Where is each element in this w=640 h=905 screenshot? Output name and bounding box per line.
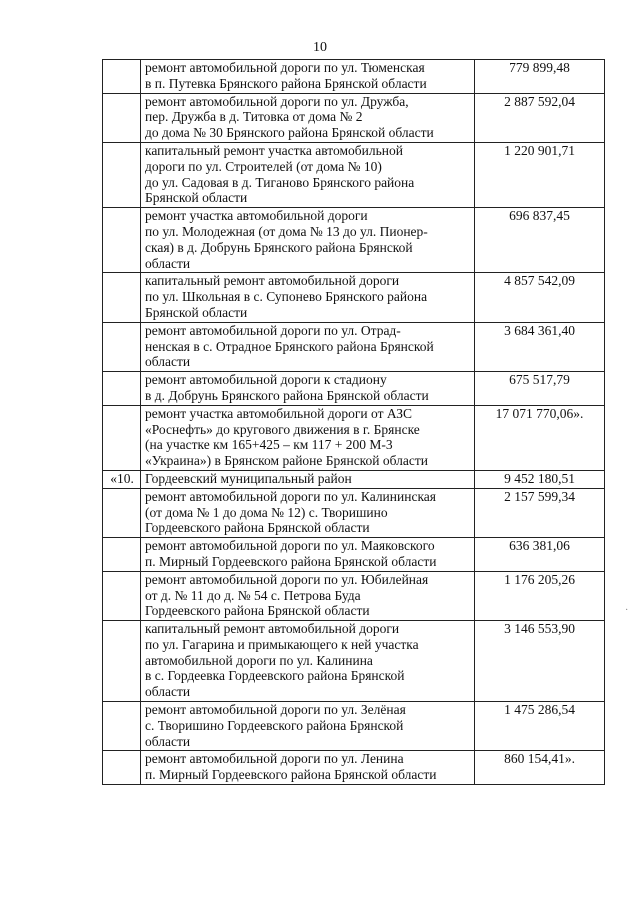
description-line: ремонт автомобильной дороги по ул. Ленина <box>145 751 404 767</box>
row-description <box>141 322 475 371</box>
row-description <box>141 60 475 94</box>
row-number <box>103 208 141 273</box>
description-line: Гордеевского района Брянской области <box>145 603 370 619</box>
row-number <box>103 142 141 207</box>
row-description <box>141 702 475 751</box>
row-amount: 1 176 205,26 <box>475 571 605 620</box>
table-row <box>103 372 605 406</box>
row-number <box>103 372 141 406</box>
row-number <box>103 488 141 537</box>
row-amount: 636 381,06 <box>475 538 605 572</box>
row-number <box>103 93 141 142</box>
description-line: по ул. Школьная в с. Супонево Брянского района <box>145 289 428 305</box>
row-description <box>141 405 475 470</box>
row-number <box>103 571 141 620</box>
table-row <box>103 702 605 751</box>
row-amount: 860 154,41». <box>475 751 605 785</box>
description-line: капитальный ремонт автомобильной дороги <box>145 621 400 637</box>
row-description <box>141 751 475 785</box>
description-line: капитальный ремонт участка автомобильной <box>145 142 403 158</box>
row-number <box>103 60 141 94</box>
table-row <box>103 405 605 470</box>
row-number <box>103 702 141 751</box>
description-line: в д. Добрунь Брянского района Брянской области <box>145 387 429 403</box>
table-row <box>103 621 605 702</box>
description-line: до дома № 30 Брянского района Брянской области <box>145 125 434 141</box>
description-line: области <box>145 733 191 749</box>
row-amount: 675 517,79 <box>475 372 605 406</box>
row-number <box>103 322 141 371</box>
description-line: п. Мирный Гордеевского района Брянской области <box>145 553 437 569</box>
row-amount: 696 837,45 <box>475 208 605 273</box>
row-number <box>103 405 141 470</box>
row-amount: 3 684 361,40 <box>475 322 605 371</box>
row-description <box>141 470 475 488</box>
row-number <box>103 621 141 702</box>
funding-table <box>102 59 605 785</box>
table-row <box>103 571 605 620</box>
description-line: дороги по ул. Строителей (от дома № 10) <box>145 158 382 174</box>
description-line: ремонт автомобильной дороги по ул. Дружба, <box>145 93 409 109</box>
row-amount: 779 899,48 <box>475 60 605 94</box>
description-line: (на участке км 165+425 – км 117 + 200 М-3 <box>145 437 393 453</box>
row-description <box>141 208 475 273</box>
description-line: в п. Путевка Брянского района Брянской области <box>145 75 427 91</box>
row-description <box>141 621 475 702</box>
description-line: Гордеевского района Брянской области <box>145 520 370 536</box>
table-row <box>103 470 605 488</box>
description-line: ремонт автомобильной дороги по ул. Отрад- <box>145 322 401 338</box>
description-line: ская) в д. Добрунь Брянского района Брянской <box>145 239 413 255</box>
description-line: ремонт автомобильной дороги по ул. Юбилейная <box>145 571 429 587</box>
description-line: от д. № 11 до д. № 54 с. Петрова Буда <box>145 587 361 603</box>
description-line: области <box>145 255 191 271</box>
description-line: ремонт автомобильной дороги по ул. Калининская <box>145 488 437 504</box>
description-line: ремонт автомобильной дороги к стадиону <box>145 372 387 388</box>
description-line: области <box>145 354 191 370</box>
table-row <box>103 538 605 572</box>
description-line: пер. Дружба в д. Титовка от дома № 2 <box>145 109 363 125</box>
description-line: «Украина») в Брянском районе Брянской области <box>145 453 429 469</box>
row-amount: 4 857 542,09 <box>475 273 605 322</box>
table-body <box>103 60 605 785</box>
description-line: «Роснефть» до кругового движения в г. Брянске <box>145 421 420 437</box>
description-line: ненская в с. Отрадное Брянского района Брянской <box>145 338 434 354</box>
row-number <box>103 751 141 785</box>
description-line: в с. Гордеевка Гордеевского района Брянской <box>145 668 405 684</box>
row-number <box>103 538 141 572</box>
description-line: Брянской области <box>145 190 248 206</box>
description-line: капитальный ремонт автомобильной дороги <box>145 273 400 289</box>
table-row <box>103 208 605 273</box>
row-description <box>141 538 475 572</box>
table-row <box>103 142 605 207</box>
description-line: Брянской области <box>145 304 248 320</box>
description-line: ремонт автомобильной дороги по ул. Маяковского <box>145 538 435 554</box>
row-amount: 1 475 286,54 <box>475 702 605 751</box>
row-description <box>141 372 475 406</box>
page-number: 10 <box>313 40 327 55</box>
description-line: ремонт участка автомобильной дороги от АЗС <box>145 405 413 421</box>
table-row <box>103 273 605 322</box>
scan-mark: · <box>625 605 629 616</box>
row-description <box>141 273 475 322</box>
row-amount: 2 887 592,04 <box>475 93 605 142</box>
row-description <box>141 142 475 207</box>
row-amount: 3 146 553,90 <box>475 621 605 702</box>
row-description <box>141 571 475 620</box>
description-line: ремонт участка автомобильной дороги <box>145 208 368 224</box>
row-number: «10. <box>103 470 141 488</box>
row-description <box>141 488 475 537</box>
table-row <box>103 488 605 537</box>
description-line: по ул. Гагарина и примыкающего к ней участка <box>145 636 419 652</box>
table-row <box>103 93 605 142</box>
row-amount: 2 157 599,34 <box>475 488 605 537</box>
table-row <box>103 751 605 785</box>
table-row <box>103 60 605 94</box>
description-line: до ул. Садовая в д. Тиганово Брянского района <box>145 174 415 190</box>
table-row <box>103 322 605 371</box>
description-line: с. Творишино Гордеевского района Брянской <box>145 717 404 733</box>
row-amount: 1 220 901,71 <box>475 142 605 207</box>
row-description <box>141 93 475 142</box>
description-line: по ул. Молодежная (от дома № 13 до ул. Пионер- <box>145 223 428 239</box>
description-line: п. Мирный Гордеевского района Брянской области <box>145 767 437 783</box>
description-line: области <box>145 684 191 700</box>
row-number <box>103 273 141 322</box>
row-amount: 9 452 180,51 <box>475 470 605 488</box>
row-amount: 17 071 770,06». <box>475 405 605 470</box>
description-line: Гордеевский муниципальный район <box>145 470 352 486</box>
description-line: автомобильной дороги по ул. Калинина <box>145 652 373 668</box>
description-line: ремонт автомобильной дороги по ул. Зелёная <box>145 702 406 718</box>
description-line: (от дома № 1 до дома № 12) с. Творишино <box>145 504 388 520</box>
description-line: ремонт автомобильной дороги по ул. Тюменская <box>145 60 425 75</box>
